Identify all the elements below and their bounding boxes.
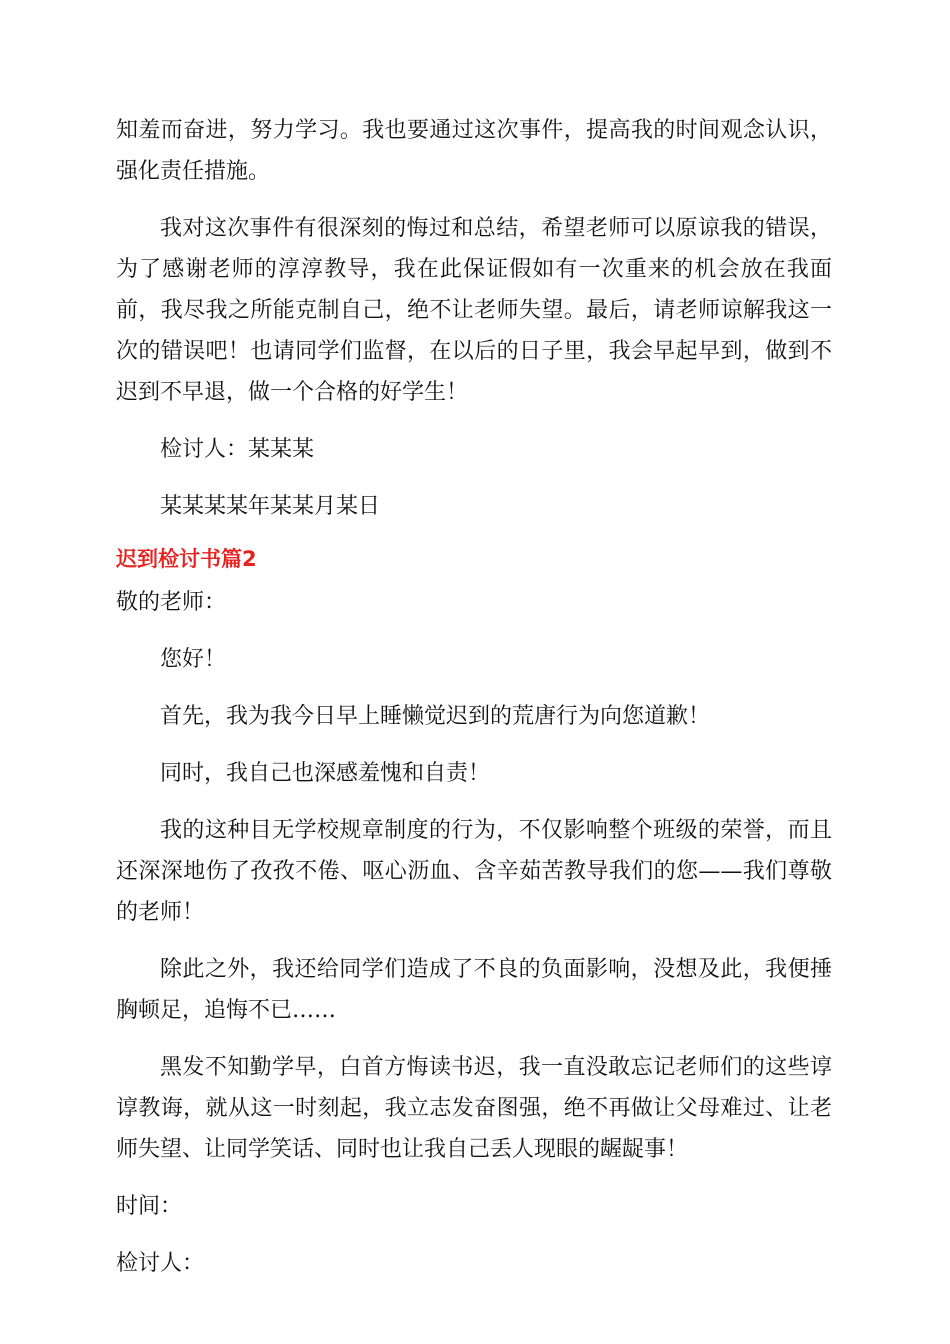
time-label: 时间： [116,1194,183,1219]
paragraph-impact: 我的这种目无学校规章制度的行为，不仅影响整个班级的荣誉，而且还深深地伤了孜孜不倦、呕心沥血、含辛茹苦教导我们的您——我们尊敬的老师！ [116,818,832,925]
date-line: 某某某某年某某月某日 [160,494,381,519]
paragraph-shame: 同时，我自己也深感羞愧和自责！ [160,761,491,786]
paragraph-resolution: 黑发不知勤学早，白首方悔读书迟，我一直没敢忘记老师们的这些谆谆教诲，就从这一时刻起，我立志发奋图强，绝不再做让父母难过、让老师失望、让同学笑话、同时也让我自己丢人现眼的龌龊事！ [116,1055,832,1162]
signer-label: 检讨人： [116,1251,205,1276]
paragraph-reflection: 我对这次事件有很深刻的悔过和总结，希望老师可以原谅我的错误，为了感谢老师的淳淳教导，我在此保证假如有一次重来的机会放在我面前，我尽我之所能克制自己，绝不让老师失望。最后，请老师谅解我这一次的错误吧！也请同学们监督，在以后的日子里，我会早起早到，做到不迟到不早退，做一个合格的好学生！ [116,216,832,405]
document-page [116,110,832,1284]
signer-line: 检讨人：某某某 [160,437,315,462]
paragraph-regret: 除此之外，我还给同学们造成了不良的负面影响，没想及此，我便捶胸顿足，追悔不已…… [116,957,832,1023]
salutation: 敬的老师： [116,590,227,615]
paragraph-continuation: 知羞而奋进，努力学习。我也要通过这次事件，提高我的时间观念认识，强化责任措施。 [116,118,832,184]
greeting: 您好！ [160,647,227,672]
paragraph-apology: 首先，我为我今日早上睡懒觉迟到的荒唐行为向您道歉！ [160,704,711,729]
section-heading: 迟到检讨书篇2 [116,547,257,571]
